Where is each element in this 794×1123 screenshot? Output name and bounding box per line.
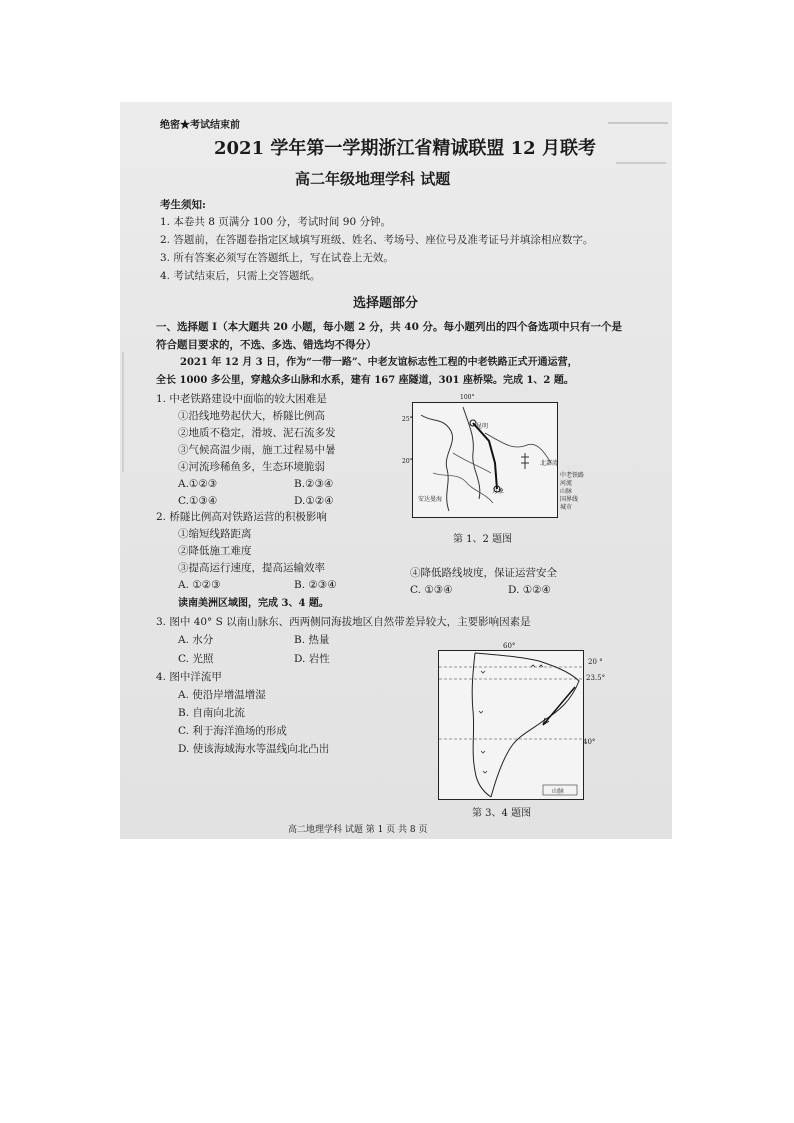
map1-caption: 第 1、2 题图 (453, 534, 513, 545)
q1-item: ②地质不稳定，滑坡、泥石流多发 (178, 427, 336, 439)
map1-city-kunming: 昆明 (476, 423, 489, 430)
q2-item: ①缩短线路距离 (178, 528, 252, 540)
exam-subtitle: 高二年级地理学科 试题 (295, 170, 451, 188)
bleed-through-mark (608, 122, 668, 124)
section-title: 选择题部分 (353, 296, 419, 311)
section-intro: 符合题目要求的，不选、多选、错选均不得分） (156, 339, 377, 351)
passage-2: 读南美洲区域图，完成 3、4 题。 (178, 598, 329, 609)
q2-stem: 2. 桥隧比例高对铁路运营的积极影响 (156, 511, 327, 523)
q4-option-a: A. 使沿岸增温增湿 (178, 689, 266, 701)
q2-item: ②降低施工难度 (178, 545, 252, 557)
map2-legend: 山脉 (552, 788, 565, 795)
exam-title: 2021 学年第一学期浙江省精诚联盟 12 月联考 (214, 138, 596, 159)
map1-label-right: 北部湾 (540, 460, 559, 467)
q1-option-c: C.①③④ (178, 495, 218, 507)
notice-heading: 考生须知: (160, 199, 206, 211)
notice-item: 1. 本卷共 8 页满分 100 分，考试时间 90 分钟。 (160, 216, 391, 228)
q1-item: ④河流珍稀鱼多，生态环境脆弱 (178, 461, 325, 473)
q4-stem: 4. 图中洋流甲 (156, 671, 222, 683)
q1-stem: 1. 中老铁路建设中面临的较大困难是 (156, 393, 327, 405)
q3-stem: 3. 图中 40° S 以南山脉东、西两侧同海拔地区自然带差异较大，主要影响因素是 (156, 616, 531, 628)
map2-lat60: 60° (503, 642, 516, 650)
map1-lon-label: 100° (460, 394, 475, 401)
q1-option-d: D.①②④ (294, 495, 334, 507)
map1-city-vientiane: 万象 (492, 488, 505, 495)
legend-item-railway: 中老铁路 (560, 472, 585, 479)
map1-lat20-label: 20° (402, 458, 413, 465)
q2-option-a: A. ①②③ (178, 579, 221, 591)
secret-label: 绝密★考试结束前 (160, 120, 240, 131)
map-south-america (438, 650, 584, 800)
bleed-through-mark (616, 162, 666, 164)
notice-item: 2. 答题前，在答题卷指定区域填写班级、姓名、考场号、座位号及准考证号并填涂相应数字。 (160, 234, 594, 246)
q1-item: ③气候高温少雨，施工过程易中暑 (178, 444, 336, 456)
notice-item: 4. 考试结束后，只需上交答题纸。 (160, 270, 321, 282)
q1-option-b: B.②③④ (294, 478, 334, 490)
q1-item: ①沿线地势起伏大，桥隧比例高 (178, 410, 325, 422)
map1-legend (560, 472, 584, 512)
q4-option-c: C. 利于海洋渔场的形成 (178, 725, 287, 737)
legend-item-mountain: 山脉 (560, 488, 573, 495)
q2-item: ③提高运行速度，提高运输效率 (178, 562, 325, 574)
scanned-exam-page (120, 102, 672, 839)
q3-option-b: B. 热量 (294, 634, 330, 646)
legend-item-city: 城市 (560, 504, 573, 511)
q2-item: ④降低路线坡度，保证运营安全 (410, 567, 557, 579)
map2-caption: 第 3、4 题图 (472, 808, 532, 819)
page-footer: 高二地理学科 试题 第 1 页 共 8 页 (288, 825, 428, 835)
section-intro: 一、选择题 I（本大题共 20 小题，每小题 2 分，共 40 分。每小题列出的四个备选项中只有一个是 (156, 321, 623, 333)
notice-item: 3. 所有答案必须写在答题纸上，写在试卷上无效。 (160, 252, 394, 264)
q4-option-b: B. 自南向北流 (178, 707, 245, 719)
passage-1: 全长 1000 多公里，穿越众多山脉和水系，建有 167 座隧道，301 座桥梁。完成 1、2 题。 (156, 375, 574, 386)
map1-label-left: 安达曼海 (418, 496, 443, 503)
q2-option-b: B. ②③④ (294, 579, 337, 591)
q3-option-d: D. 岩性 (294, 653, 330, 665)
legend-item-river: 河流 (560, 480, 573, 487)
bleed-through-mark (122, 352, 124, 472)
q1-option-a: A.①②③ (178, 478, 218, 490)
passage-1: 2021 年 12 月 3 日，作为“一带一路”、中老友谊标志性工程的中老铁路正式开通运营， (180, 357, 578, 368)
legend-item-border: 国界线 (560, 496, 579, 503)
q4-option-d: D. 使该海域海水等温线向北凸出 (178, 743, 330, 755)
map2-lat40: 40° (583, 738, 596, 746)
q2-option-d: D. ①②④ (508, 584, 551, 596)
map1-lat25-label: 25° (402, 416, 413, 423)
map2-lat20: 20 ° (588, 658, 603, 666)
map2-lat235: 23.5° (586, 674, 606, 682)
map-south-america-svg (439, 651, 583, 799)
q3-option-a: A. 水分 (178, 634, 214, 646)
q3-option-c: C. 光照 (178, 653, 214, 665)
q2-option-c: C. ①③④ (410, 584, 453, 596)
